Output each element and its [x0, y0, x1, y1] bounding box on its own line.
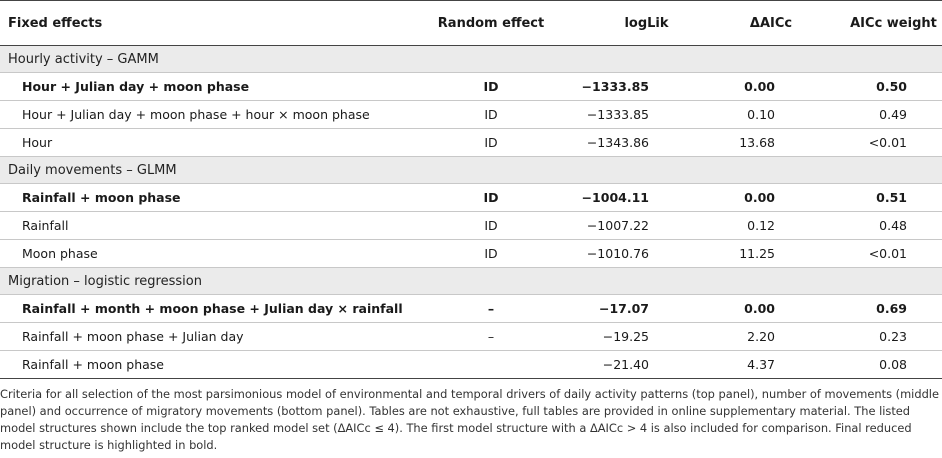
section-title: Daily movements – GLMM [0, 157, 942, 184]
random-effect-cell: ID [436, 212, 546, 240]
delta-aicc-cell: 13.68 [707, 129, 835, 157]
delta-aicc-cell: 0.12 [707, 212, 835, 240]
table-row [0, 184, 942, 212]
random-effect-cell [436, 351, 546, 379]
table-body [0, 46, 942, 379]
loglik-cell: −21.40 [546, 351, 707, 379]
section-header [0, 46, 942, 73]
aicc-weight-cell: 0.08 [835, 351, 942, 379]
loglik-cell: −1010.76 [546, 240, 707, 268]
table-row [0, 240, 942, 268]
fixed-effects-cell: Hour [0, 129, 436, 157]
delta-aicc-cell: 0.00 [707, 184, 835, 212]
table-row [0, 129, 942, 157]
random-effect-cell: ID [436, 101, 546, 129]
table-caption: Criteria for all selection of the most parsimonious model of environmental and temporal drivers of daily activity patterns (top panel), number of movements (middle panel) and occurrence of migratory movements (bottom panel). Tables are not exhaustive, full tables are provided in online supplementary material. The listed model structures shown include the top ranked model set (ΔAICc ≤ 4). The first model structure with a ΔAICc > 4 is also included for comparison. Final reduced model structure is highlighted in bold. [0, 387, 939, 452]
loglik-cell: −1333.85 [546, 73, 707, 101]
aicc-weight-cell: 0.69 [835, 295, 942, 323]
fixed-effects-cell: Rainfall + moon phase + Julian day [0, 323, 436, 351]
delta-aicc-cell: 0.10 [707, 101, 835, 129]
random-effect-cell: ID [436, 129, 546, 157]
delta-aicc-cell: 0.00 [707, 295, 835, 323]
loglik-cell: −1007.22 [546, 212, 707, 240]
header-aicc-weight: AICc weight [835, 1, 942, 46]
aicc-weight-cell: 0.50 [835, 73, 942, 101]
table-row [0, 212, 942, 240]
table-row [0, 323, 942, 351]
aicc-weight-cell: 0.48 [835, 212, 942, 240]
aicc-weight-cell: <0.01 [835, 129, 942, 157]
fixed-effects-cell: Rainfall + moon phase [0, 184, 436, 212]
random-effect-cell: – [436, 323, 546, 351]
random-effect-cell: – [436, 295, 546, 323]
fixed-effects-cell: Rainfall + moon phase [0, 351, 436, 379]
fixed-effects-cell: Rainfall + month + moon phase + Julian day × rainfall [0, 295, 436, 323]
aicc-weight-cell: 0.51 [835, 184, 942, 212]
loglik-cell: −19.25 [546, 323, 707, 351]
table-header [0, 1, 942, 46]
section-title: Migration – logistic regression [0, 268, 942, 295]
loglik-cell: −17.07 [546, 295, 707, 323]
loglik-cell: −1343.86 [546, 129, 707, 157]
table-row [0, 73, 942, 101]
fixed-effects-cell: Hour + Julian day + moon phase + hour × moon phase [0, 101, 436, 129]
aicc-weight-cell: 0.23 [835, 323, 942, 351]
delta-aicc-cell: 11.25 [707, 240, 835, 268]
aicc-weight-cell: 0.49 [835, 101, 942, 129]
random-effect-cell: ID [436, 184, 546, 212]
random-effect-cell: ID [436, 73, 546, 101]
random-effect-cell: ID [436, 240, 546, 268]
section-header [0, 268, 942, 295]
delta-aicc-cell: 4.37 [707, 351, 835, 379]
aicc-weight-cell: <0.01 [835, 240, 942, 268]
loglik-cell: −1004.11 [546, 184, 707, 212]
fixed-effects-cell: Moon phase [0, 240, 436, 268]
table-row [0, 351, 942, 379]
header-random-effect: Random effect [436, 1, 546, 46]
delta-aicc-cell: 2.20 [707, 323, 835, 351]
fixed-effects-cell: Rainfall [0, 212, 436, 240]
loglik-cell: −1333.85 [546, 101, 707, 129]
fixed-effects-cell: Hour + Julian day + moon phase [0, 73, 436, 101]
table-row [0, 295, 942, 323]
section-header [0, 157, 942, 184]
header-row [0, 1, 942, 46]
delta-aicc-cell: 0.00 [707, 73, 835, 101]
section-title: Hourly activity – GAMM [0, 46, 942, 73]
header-fixed-effects: Fixed effects [0, 1, 436, 46]
header-loglik: logLik [546, 1, 707, 46]
header-delta-aicc: ΔAICc [707, 1, 835, 46]
table-row [0, 101, 942, 129]
